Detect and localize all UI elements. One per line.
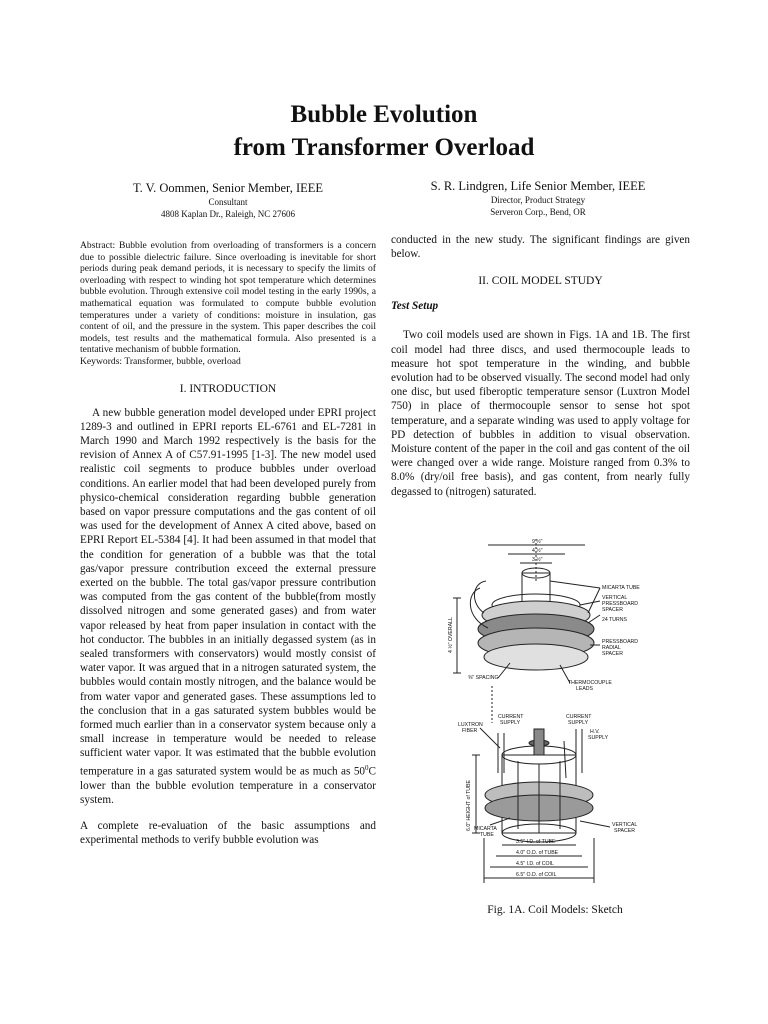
title-line-1: Bubble Evolution <box>290 101 478 128</box>
test-setup-paragraph: Two coil models used are shown in Figs. 1A and 1B. The first coil model had three discs, and used thermocouple leads to measure hot spot temperature in the winding, and bubble evolution had to be observed visually. The second model had only one disc, but used fiberoptic temperature sensor (Luxtron Model 750) in place of thermocouple sensor to sense hot spot temperature, and a separate winding was used to apply voltage for PD detection of bubbles in addition to visual observation. Moisture content of the paper in the coil and gas content of the oil were changed over a wide range. Moisture ranged from 0.3% to 8.0% (dry/oil free basis), and gas content, from nearly fully degassed to (nitrogen) saturated. <box>391 329 690 498</box>
author-role: Director, Product Strategy <box>490 195 586 205</box>
fiber-post <box>534 729 544 755</box>
label-thermocouple: THERMOCOUPLE <box>568 680 612 686</box>
label-fiber: FIBER <box>462 728 478 734</box>
label-vertical: VERTICAL <box>612 822 638 828</box>
left-column <box>80 240 376 847</box>
label-luxtron: LUXTRON <box>458 722 483 728</box>
leader-line <box>480 728 500 748</box>
dimension-label: 4 ½" <box>532 548 543 554</box>
dimension-label: 3 ½" <box>532 557 543 563</box>
label-id-coil: 4.5" I.D. of COIL <box>516 861 554 867</box>
label-spacer: SPACER <box>614 828 635 834</box>
coil-disc-5 <box>484 644 588 670</box>
title-line-2: from Transformer Overload <box>233 134 535 161</box>
section-heading-coil-model-study: II. COIL MODEL STUDY <box>478 275 603 288</box>
leader-line <box>490 818 510 825</box>
leader-line <box>550 581 600 588</box>
intro-paragraph-1 <box>80 406 376 807</box>
current-supply-lead <box>576 729 582 773</box>
label-id-tube: 3.5" I.D. of TUBE <box>516 839 556 845</box>
label-hv-supply: SUPPLY <box>588 735 609 741</box>
label-turns: 24 TURNS <box>602 617 627 623</box>
abstract: Abstract: Bubble evolution from overloading of transformers is a concern due to possible dielectric failure. Since overloading is inevitable for short periods during peak demand periods, it is necessary to specify the limits of overloading with respect to winding hot spot temperature which determines bubble evolution. Through extensive coil model testing in the early 1990s, a mathematical equation was formulated to compute bubble evolution temperatures under a variety of conditions: moisture in insulation, gas content of oil, and the pressure in the system. This paper describes the coil models, test results and the mathematical formula. Also presented is a tentative mechanism of bubble formation. <box>80 240 376 356</box>
subheading-test-setup: Test Setup <box>391 300 439 313</box>
label-od-coil: 6.5" O.D. of COIL <box>516 872 557 878</box>
label-spacing: ⅜" SPACING <box>468 675 499 681</box>
label-radial-spacer: SPACER <box>602 651 623 657</box>
intro-paragraph-1-text: A new bubble generation model developed under EPRI project 1289-3 and outlined in EPRI reports EL-6761 and EL-7281 in March 1990 and March 1992 respectively is the basis for the revision of Annex A of C57.91-1995 [1-3]. The new model used realistic coil segments to produce bubbles under overload conditions. An earlier model that had been developed purely from physico-chemical consideration regarding bubble generation based on vapor pressure computations and the gas content of oil was used for the development of Annex A cited above, based on EPRI Report EL-5384 [4]. It had been assumed in that model that the condition for generation of a bubble was that the total gas/vapor pressure contribution exceed the external pressure exerted on the bubble. The total gas/vapor pressure contribution was computed from the gas content of the bubble(from mostly dissolved nitrogen and some generated gases) and from water vapor released by heat from paper insulation in contact with the hot conductor. The bubbles in an initially degassed system (as in sealed transformers with conservators) would mostly consist of water vapor. It was argued that in a nitrogen saturated system, the bubbles would contain mostly nitrogen, and the balance would be from water vapor and generated gases. These assumptions led to the conclusion that in a gas saturated system bubbles would be formed much earlier than in a conservator system because only a small increase in temperature would be needed to release sufficient water vapor. It was estimated that the bubble evolution temperature in a gas saturated system would be as much as 50 <box>80 406 376 778</box>
label-hv: H.V. <box>590 729 600 735</box>
hv-supply-lead <box>564 741 566 778</box>
intro-paragraph-2-continued: conducted in the new study. The significant findings are given below. <box>391 234 690 261</box>
label-spacer: SPACER <box>602 607 623 613</box>
label-overall: 4 ½" OVERALL <box>448 617 454 653</box>
label-current-supply-2: CURRENT <box>566 714 592 720</box>
author-name: T. V. Oommen, Senior Member, IEEE <box>132 181 324 195</box>
author-address: 4808 Kaplan Dr., Raleigh, NC 27606 <box>161 209 295 219</box>
author-block-1 <box>110 181 346 220</box>
intro-paragraph-2: A complete re-evaluation of the basic assumptions and experimental methods to verify bubble evolution was <box>80 819 376 847</box>
degree-superscript: 0 <box>365 763 369 772</box>
author-role: Consultant <box>208 197 248 207</box>
label-supply-2: SUPPLY <box>568 720 589 726</box>
intro-paragraph-1-end: C lower than the bubble evolution temperature in a conservator system. <box>80 765 376 806</box>
keywords: Keywords: Transformer, bubble, overload <box>80 355 241 367</box>
leader-line <box>580 821 610 827</box>
dimension-label: 9 ½" <box>532 539 543 545</box>
label-pressboard-radial: PRESSBOARD <box>602 639 639 645</box>
label-supply-1: SUPPLY <box>500 720 521 726</box>
section-heading-introduction: I. INTRODUCTION <box>179 382 277 395</box>
coil-model-sketch <box>440 533 676 893</box>
lead-wire <box>588 588 600 613</box>
label-radial: RADIAL <box>602 645 621 651</box>
author-address: Serveron Corp., Bend, OR <box>490 207 586 217</box>
label-vertical: VERTICAL <box>602 595 628 601</box>
lead-wire <box>474 581 486 613</box>
label-current-supply-1: CURRENT <box>498 714 524 720</box>
label-micarta: MICARTA <box>474 826 497 832</box>
author-name: S. R. Lindgren, Life Senior Member, IEEE <box>430 179 646 193</box>
label-od-tube: 4.0" O.D. of TUBE <box>516 850 559 856</box>
right-column <box>391 233 690 499</box>
paper-title <box>0 98 768 164</box>
label-pressboard: PRESSBOARD <box>602 601 639 607</box>
figure-caption: Fig. 1A. Coil Models: Sketch <box>487 904 623 916</box>
author-block-2 <box>388 179 688 218</box>
label-micarta-tube: MICARTA TUBE <box>602 585 640 591</box>
label-leads: LEADS <box>576 686 594 692</box>
label-tube: TUBE <box>480 832 494 838</box>
leader-line <box>580 601 600 605</box>
label-height-of-tube: 6.0" HEIGHT of TUBE <box>466 780 472 831</box>
